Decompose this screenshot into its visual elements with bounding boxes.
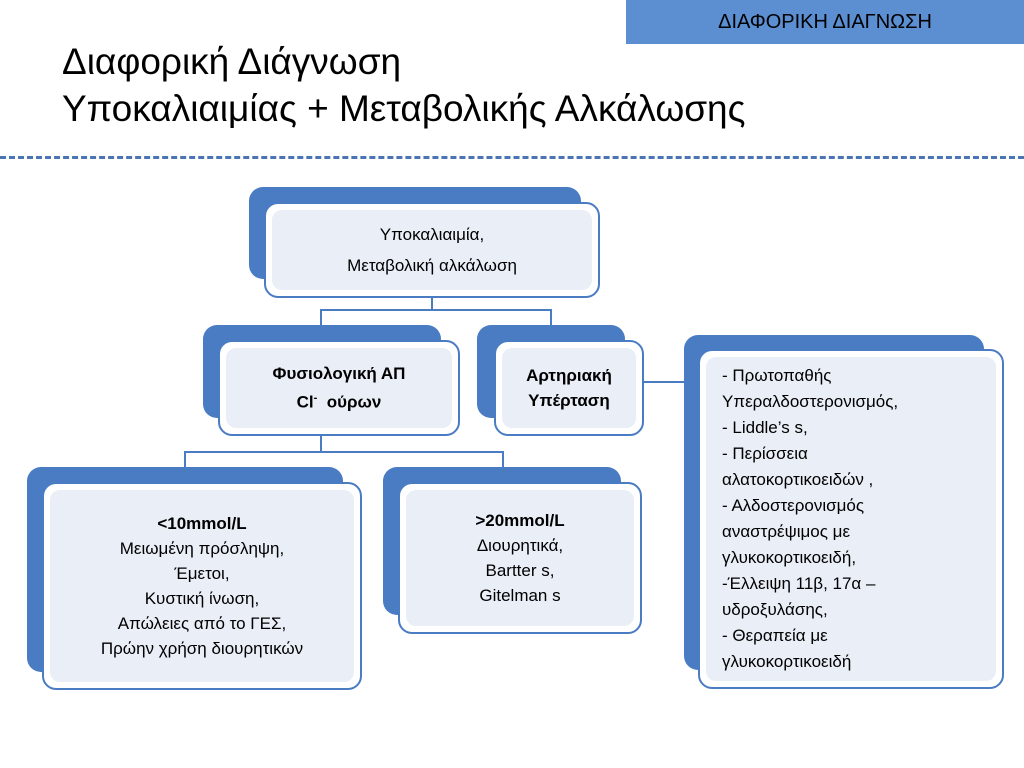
list-item: Bartter s, xyxy=(485,561,555,580)
list-item: Πρώην χρήση διουρητικών xyxy=(100,639,304,658)
node-root-line1: Υποκαλιαιμία, xyxy=(379,225,485,244)
connector-normal-bp-to-level3 xyxy=(185,435,503,467)
list-item: - Liddle’s s, xyxy=(722,418,808,437)
node-hypertension-box xyxy=(494,340,644,436)
node-normal-bp-box xyxy=(218,340,460,436)
page-title-line1: Διαφορική Διάγνωση xyxy=(62,41,402,82)
node-hypertension-line1: Αρτηριακή xyxy=(526,366,612,385)
list-item: - Πρωτοπαθής xyxy=(722,366,832,385)
list-item: αλατοκορτικοειδών , xyxy=(722,470,874,489)
list-item: Απώλειες από το ΓΕΣ, xyxy=(117,614,287,633)
list-item: - Αλδοστερονισμός xyxy=(722,496,865,515)
node-root-box xyxy=(264,202,600,298)
list-item: - Περίσσεια xyxy=(722,444,808,463)
node-low-urine-cl-box xyxy=(42,482,362,690)
list-item: - Θεραπεία με xyxy=(722,626,828,645)
section-tag-label: ΔΙΑΦΟΡΙΚΗ ΔΙΑΓΝΩΣΗ xyxy=(718,10,932,33)
node-hypertension-line2: Υπέρταση xyxy=(528,391,610,410)
list-item: αναστρέψιμος με xyxy=(722,522,851,541)
list-item: Gitelman s xyxy=(479,586,561,605)
connector-root-to-level2 xyxy=(321,298,551,325)
list-item: υδροξυλάσης, xyxy=(722,600,828,619)
node-low-urine-cl-heading: <10mmol/L xyxy=(157,514,247,533)
node-high-urine-cl-heading: >20mmol/L xyxy=(475,511,565,530)
node-high-urine-cl-box xyxy=(398,482,642,634)
page-title-line2: Υποκαλιαιμίας + Μεταβολικής Αλκάλωσης xyxy=(62,88,746,129)
list-item: -Έλλειψη 11β, 17α – xyxy=(722,574,876,593)
list-item: Υπεραλδοστερονισμός, xyxy=(722,392,899,411)
node-root-line2: Μεταβολική αλκάλωση xyxy=(347,256,517,275)
list-item: Έμετοι, xyxy=(174,564,230,583)
list-item: Μειωμένη πρόσληψη, xyxy=(119,539,285,558)
node-normal-bp-line2: Cl- ούρων xyxy=(296,392,382,412)
list-item: γλυκοκορτικοειδή, xyxy=(722,548,857,567)
list-item: Κυστική ίνωση, xyxy=(144,589,260,608)
node-hypertension-causes-box xyxy=(698,349,1004,689)
list-item: γλυκοκορτικοειδή xyxy=(722,652,852,671)
node-normal-bp-line1: Φυσιολογική ΑΠ xyxy=(272,364,406,384)
list-item: Διουρητικά, xyxy=(476,536,564,555)
